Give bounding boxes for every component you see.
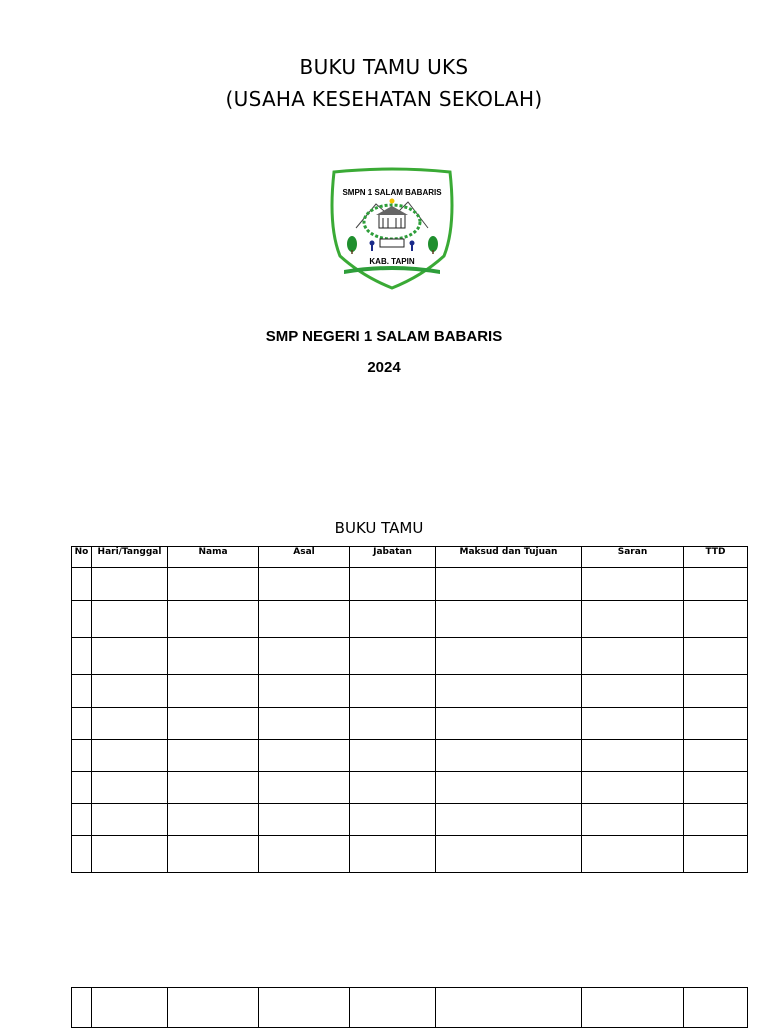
table-row: [72, 638, 748, 675]
table-row: [72, 675, 748, 708]
column-header-position: Jabatan: [350, 547, 436, 568]
table-cell[interactable]: [350, 772, 436, 804]
column-header-name: Nama: [168, 547, 259, 568]
table-cell[interactable]: [582, 568, 684, 601]
table-cell[interactable]: [168, 804, 259, 836]
table-cell[interactable]: [72, 708, 92, 740]
school-name: SMP NEGERI 1 SALAM BABARIS: [265, 328, 503, 345]
table-cell[interactable]: [350, 675, 436, 708]
logo-bottom-text: KAB. TAPIN: [369, 257, 415, 266]
table-cell[interactable]: [168, 675, 259, 708]
table-cell[interactable]: [259, 708, 350, 740]
table-cell[interactable]: [72, 601, 92, 638]
table-cell[interactable]: [259, 638, 350, 675]
column-header-suggestion: Saran: [582, 547, 684, 568]
table-cell[interactable]: [436, 836, 582, 873]
table-cell[interactable]: [168, 638, 259, 675]
table-cell[interactable]: [582, 836, 684, 873]
table-cell[interactable]: [72, 804, 92, 836]
table-cell[interactable]: [92, 601, 168, 638]
table-row: [72, 568, 748, 601]
column-header-no: No: [72, 547, 92, 568]
table-cell[interactable]: [92, 740, 168, 772]
column-header-date: Hari/Tanggal: [92, 547, 168, 568]
guestbook-table: [71, 546, 748, 873]
table-row: [72, 988, 748, 1028]
table-cell[interactable]: [350, 836, 436, 873]
document-title: BUKU TAMU UKS: [299, 55, 469, 79]
table-cell[interactable]: [582, 675, 684, 708]
table-cell[interactable]: [582, 804, 684, 836]
table-cell[interactable]: [92, 804, 168, 836]
table-cell[interactable]: [582, 772, 684, 804]
table-cell[interactable]: [168, 772, 259, 804]
table-cell[interactable]: [168, 836, 259, 873]
table-cell[interactable]: [350, 601, 436, 638]
table-row: [72, 708, 748, 740]
table-cell[interactable]: [684, 638, 748, 675]
table-cell[interactable]: [92, 708, 168, 740]
table-row: [72, 601, 748, 638]
table-cell[interactable]: [92, 638, 168, 675]
document-subtitle: (USAHA KESEHATAN SEKOLAH): [225, 87, 543, 111]
table-cell[interactable]: [436, 740, 582, 772]
table-cell[interactable]: [72, 568, 92, 601]
table-cell[interactable]: [350, 638, 436, 675]
table-cell[interactable]: [92, 568, 168, 601]
column-header-purpose: Maksud dan Tujuan: [436, 547, 582, 568]
table-cell[interactable]: [684, 988, 748, 1028]
table-cell[interactable]: [168, 988, 259, 1028]
table-cell[interactable]: [436, 601, 582, 638]
column-header-signature: TTD: [684, 547, 748, 568]
table-row: [72, 740, 748, 772]
table-cell[interactable]: [350, 804, 436, 836]
table-cell[interactable]: [684, 601, 748, 638]
table-cell[interactable]: [436, 675, 582, 708]
table-row: [72, 772, 748, 804]
table-cell[interactable]: [92, 836, 168, 873]
table-cell[interactable]: [684, 740, 748, 772]
guestbook-header-row: [72, 547, 748, 568]
table-cell[interactable]: [259, 836, 350, 873]
table-cell[interactable]: [92, 772, 168, 804]
table-cell[interactable]: [72, 638, 92, 675]
guestbook-caption: BUKU TAMU: [334, 519, 424, 537]
table-cell[interactable]: [582, 638, 684, 675]
table-cell[interactable]: [72, 836, 92, 873]
table-cell[interactable]: [350, 988, 436, 1028]
table-cell[interactable]: [436, 638, 582, 675]
school-year: 2024: [367, 359, 401, 376]
guestbook-table-continued: [71, 987, 748, 1028]
table-cell[interactable]: [684, 772, 748, 804]
table-cell[interactable]: [259, 772, 350, 804]
table-cell[interactable]: [436, 804, 582, 836]
table-cell[interactable]: [259, 568, 350, 601]
table-cell[interactable]: [436, 708, 582, 740]
table-cell[interactable]: [92, 675, 168, 708]
table-cell[interactable]: [350, 708, 436, 740]
table-cell[interactable]: [684, 675, 748, 708]
table-cell[interactable]: [259, 675, 350, 708]
table-cell[interactable]: [259, 740, 350, 772]
table-cell[interactable]: [582, 740, 684, 772]
table-cell[interactable]: [582, 708, 684, 740]
table-cell[interactable]: [684, 708, 748, 740]
table-cell[interactable]: [259, 988, 350, 1028]
table-cell[interactable]: [72, 740, 92, 772]
table-row: [72, 804, 748, 836]
table-cell[interactable]: [684, 836, 748, 873]
table-cell[interactable]: [259, 601, 350, 638]
table-cell[interactable]: [436, 772, 582, 804]
school-logo: [326, 166, 458, 290]
table-cell[interactable]: [72, 675, 92, 708]
table-cell[interactable]: [582, 988, 684, 1028]
column-header-origin: Asal: [259, 547, 350, 568]
table-cell[interactable]: [259, 804, 350, 836]
table-cell[interactable]: [168, 568, 259, 601]
table-row: [72, 836, 748, 873]
table-cell[interactable]: [92, 988, 168, 1028]
table-cell[interactable]: [436, 988, 582, 1028]
table-cell[interactable]: [684, 804, 748, 836]
table-cell[interactable]: [168, 708, 259, 740]
table-cell[interactable]: [350, 568, 436, 601]
table-cell[interactable]: [168, 740, 259, 772]
table-cell[interactable]: [582, 601, 684, 638]
table-cell[interactable]: [684, 568, 748, 601]
table-cell[interactable]: [436, 568, 582, 601]
table-cell[interactable]: [168, 601, 259, 638]
table-cell[interactable]: [72, 772, 92, 804]
table-cell[interactable]: [350, 740, 436, 772]
logo-top-text: SMPN 1 SALAM BABARIS: [342, 188, 442, 197]
table-cell[interactable]: [72, 988, 92, 1028]
